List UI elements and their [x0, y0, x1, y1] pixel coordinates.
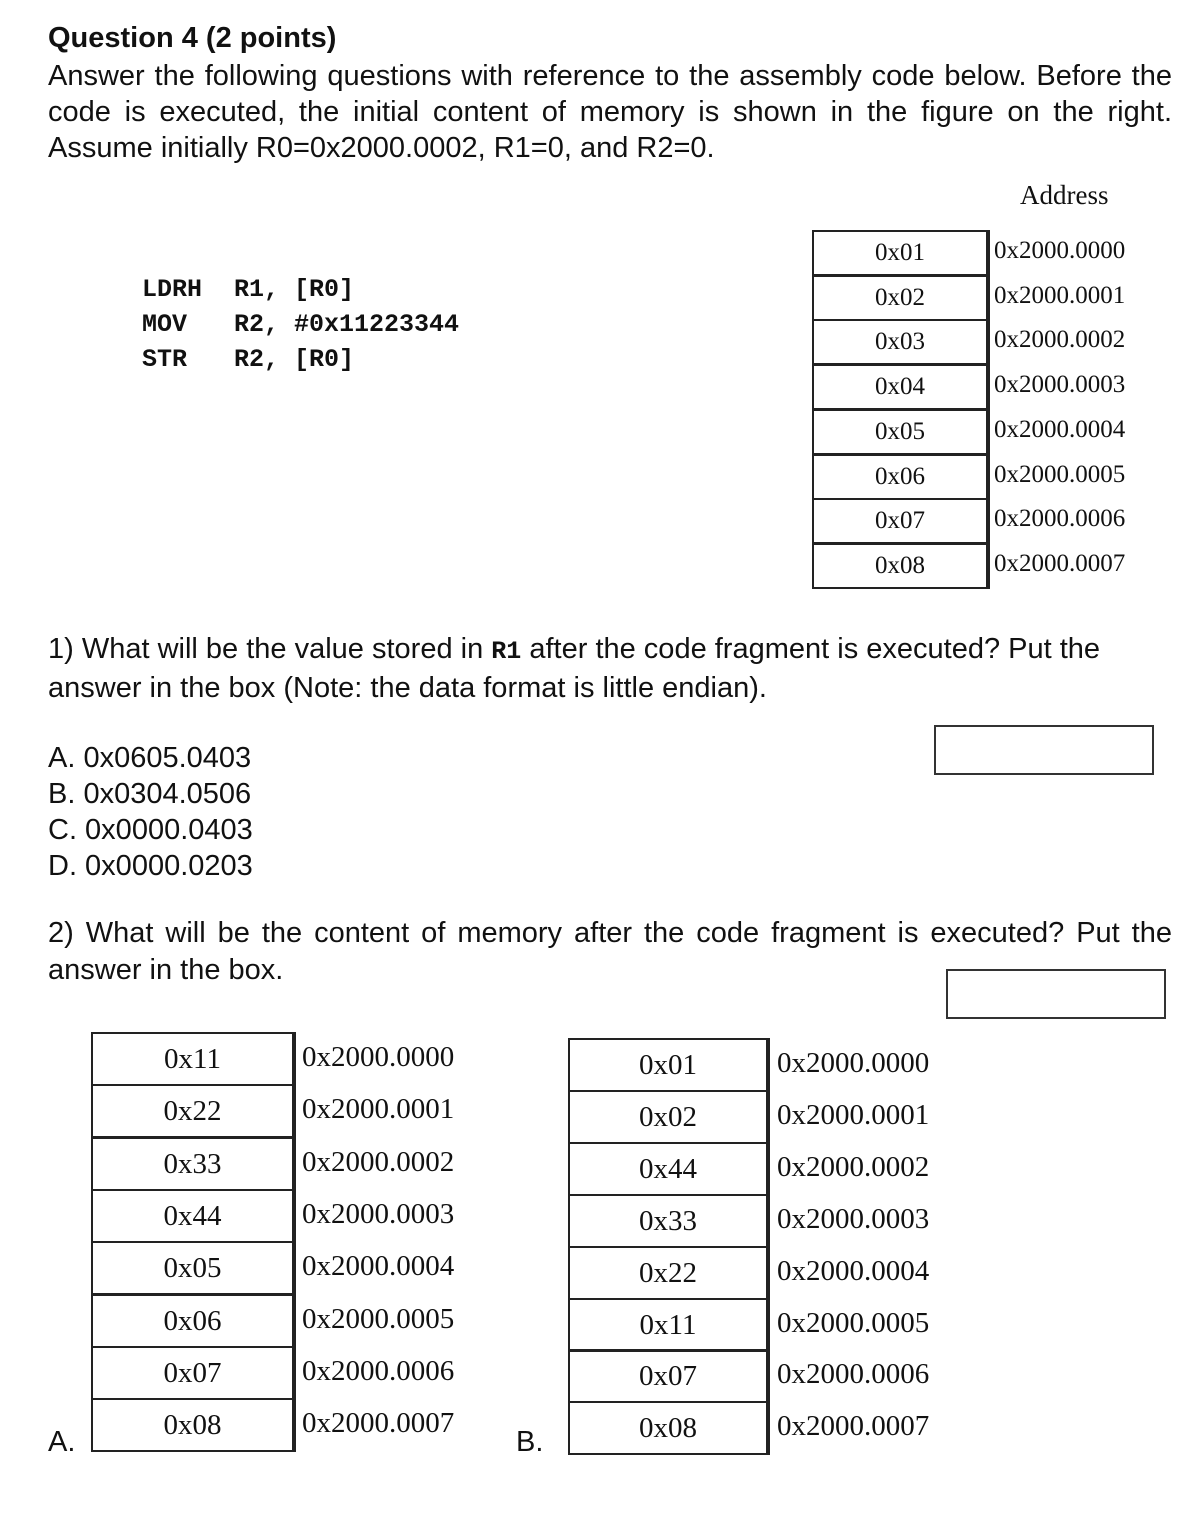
memory-cell: 0x04 — [812, 364, 988, 410]
memory-address: 0x2000.0004 — [302, 1250, 455, 1283]
q2-answer-box[interactable] — [946, 969, 1166, 1019]
q1-answer-box[interactable] — [934, 725, 1154, 775]
memory-address: 0x2000.0007 — [302, 1407, 455, 1440]
code-args: R1, [R0] — [234, 275, 355, 304]
memory-cell: 0x06 — [812, 454, 988, 500]
memory-cell: 0x01 — [812, 230, 988, 276]
memory-cell: 0x07 — [91, 1346, 294, 1400]
code-line-ldrh — [142, 275, 354, 304]
code-op: MOV — [142, 310, 188, 339]
memory-cell: 0x07 — [568, 1349, 768, 1403]
question-title: Question 4 (2 points) — [48, 22, 337, 54]
memory-cell: 0x44 — [568, 1142, 768, 1196]
code-op: LDRH — [142, 275, 203, 304]
memory-address: 0x2000.0006 — [777, 1358, 930, 1391]
memory-cell: 0x33 — [568, 1194, 768, 1248]
memory-cell: 0x01 — [568, 1038, 768, 1092]
address-divider — [768, 1038, 770, 1455]
memory-address: 0x2000.0002 — [994, 326, 1126, 354]
memory-address: 0x2000.0007 — [994, 549, 1126, 577]
memory-cell: 0x08 — [91, 1398, 294, 1452]
memory-address: 0x2000.0006 — [994, 505, 1126, 533]
code-line-mov — [142, 310, 459, 339]
q2-text: 2) What will be the content of memory after the code fragment is executed? Put the answer in the box. — [48, 917, 1172, 986]
q1-option-b[interactable]: B. 0x0304.0506 — [48, 778, 252, 810]
memory-address: 0x2000.0005 — [777, 1306, 930, 1339]
memory-address: 0x2000.0002 — [302, 1145, 455, 1178]
memory-address: 0x2000.0003 — [994, 371, 1126, 399]
memory-cell: 0x22 — [91, 1084, 294, 1138]
memory-address: 0x2000.0003 — [777, 1202, 930, 1235]
memory-cell: 0x08 — [568, 1401, 768, 1455]
memory-address: 0x2000.0005 — [994, 460, 1126, 488]
memory-cell: 0x22 — [568, 1246, 768, 1300]
memory-address: 0x2000.0000 — [994, 237, 1126, 264]
memory-cell: 0x06 — [91, 1294, 294, 1348]
q1-text-before: 1) What will be the value stored in — [48, 633, 492, 665]
memory-cell: 0x08 — [812, 543, 988, 589]
q1-text — [48, 631, 1148, 707]
code-line-str — [142, 345, 354, 374]
memory-cell: 0x44 — [91, 1189, 294, 1243]
memory-cell: 0x02 — [568, 1090, 768, 1144]
code-args: R2, [R0] — [234, 345, 355, 374]
memory-address: 0x2000.0005 — [302, 1302, 455, 1335]
memory-cell: 0x05 — [812, 409, 988, 455]
q1-text-after: after the code fragment is executed? Put the answer in the box (Note: the data format is little endian). — [48, 633, 1101, 704]
memory-cell: 0x11 — [568, 1298, 768, 1352]
code-args: R2, #0x11223344 — [234, 310, 460, 339]
address-divider — [294, 1032, 296, 1452]
question-intro: Answer the following questions with reference to the assembly code below. Before the code is executed, the initial content of memory is shown in the figure on the right. Assume initially R0=0x2000.0002, R1=0, and R2=0. — [48, 60, 1172, 164]
memory-cell: 0x02 — [812, 275, 988, 321]
q2-option-b-label[interactable]: B. — [516, 1426, 544, 1458]
memory-cell: 0x03 — [812, 319, 988, 365]
memory-address: 0x2000.0004 — [994, 415, 1126, 443]
memory-address: 0x2000.0002 — [777, 1150, 930, 1183]
address-header: Address — [1020, 180, 1109, 210]
memory-address: 0x2000.0000 — [302, 1041, 455, 1073]
memory-cell: 0x11 — [91, 1032, 294, 1086]
memory-cell: 0x07 — [812, 498, 988, 544]
memory-address: 0x2000.0001 — [994, 281, 1126, 309]
q1-option-c[interactable]: C. 0x0000.0403 — [48, 814, 253, 846]
memory-address: 0x2000.0006 — [302, 1354, 455, 1387]
memory-address: 0x2000.0000 — [777, 1047, 930, 1079]
q2-option-a-label[interactable]: A. — [48, 1426, 76, 1458]
memory-address: 0x2000.0003 — [302, 1197, 455, 1230]
address-divider — [988, 230, 990, 589]
q1-option-a[interactable]: A. 0x0605.0403 — [48, 742, 252, 774]
memory-cell: 0x33 — [91, 1137, 294, 1191]
memory-address: 0x2000.0001 — [777, 1098, 930, 1131]
memory-cell: 0x05 — [91, 1241, 294, 1295]
code-op: STR — [142, 345, 188, 374]
q1-register: R1 — [491, 637, 522, 666]
memory-address: 0x2000.0004 — [777, 1254, 930, 1287]
memory-address: 0x2000.0001 — [302, 1093, 455, 1126]
memory-address: 0x2000.0007 — [777, 1410, 930, 1443]
q1-option-d[interactable]: D. 0x0000.0203 — [48, 850, 253, 882]
